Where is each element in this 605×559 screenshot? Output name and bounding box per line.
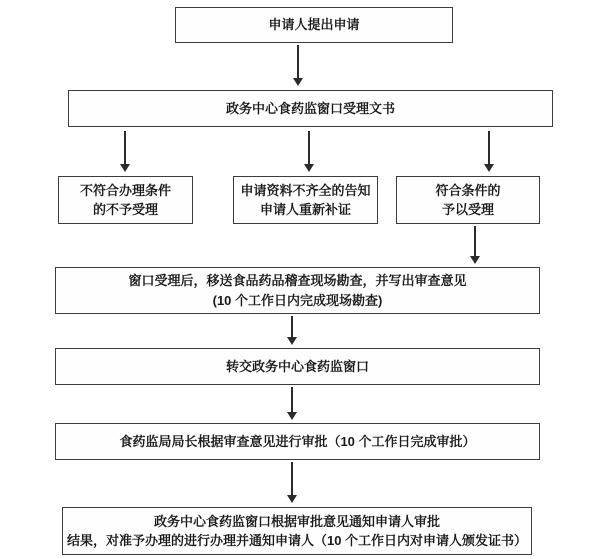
node-transfer-window-label: 转交政务中心食药监窗口 bbox=[225, 358, 369, 374]
node-qualified-accepted-line2: 予以受理 bbox=[441, 202, 494, 217]
node-applicant-submit bbox=[175, 7, 453, 43]
node-incomplete-materials bbox=[233, 176, 378, 224]
node-window-accept-doc-label: 政务中心食药监窗口受理文书 bbox=[225, 100, 395, 116]
node-incomplete-materials-line1: 申请资料不齐全的告知 bbox=[240, 182, 371, 198]
node-qualified-accepted bbox=[396, 176, 540, 224]
node-site-survey bbox=[55, 267, 540, 314]
arrow-down-icon bbox=[488, 131, 490, 164]
arrow-down-icon bbox=[124, 131, 126, 164]
arrow-down-icon bbox=[291, 387, 293, 412]
arrow-down-icon bbox=[474, 226, 476, 256]
node-director-approval bbox=[55, 423, 540, 460]
node-not-accepted-line1: 不符合办理条件 bbox=[79, 182, 171, 198]
node-not-accepted bbox=[58, 176, 193, 224]
node-notify-applicant-line1: 政务中心食药监窗口根据审批意见通知申请人审批 bbox=[153, 513, 440, 529]
node-site-survey-line1: 窗口受理后，移送食品药品稽查现场勘查，并写出审查意见 bbox=[128, 273, 467, 288]
arrow-down-icon bbox=[291, 462, 293, 495]
node-transfer-window bbox=[55, 348, 540, 385]
node-window-accept-doc bbox=[68, 90, 553, 127]
node-notify-applicant bbox=[62, 507, 532, 555]
node-notify-applicant-line2: 结果，对准予办理的进行办理并通知申请人（10 个工作日内对申请人颁发证书） bbox=[66, 533, 528, 548]
node-qualified-accepted-line1: 符合条件的 bbox=[435, 182, 501, 198]
arrow-down-icon bbox=[291, 316, 293, 337]
node-incomplete-materials-line2: 申请人重新补证 bbox=[259, 202, 351, 217]
node-not-accepted-line2: 的不予受理 bbox=[92, 202, 158, 217]
node-director-approval-label: 食药监局局长根据审查意见进行审批（10 个工作日完成审批） bbox=[119, 433, 476, 449]
arrow-down-icon bbox=[308, 131, 310, 164]
node-applicant-submit-label: 申请人提出申请 bbox=[268, 17, 360, 33]
arrow-down-icon bbox=[297, 45, 299, 78]
node-site-survey-line2: (10 个工作日内完成现场勘查) bbox=[212, 292, 383, 308]
